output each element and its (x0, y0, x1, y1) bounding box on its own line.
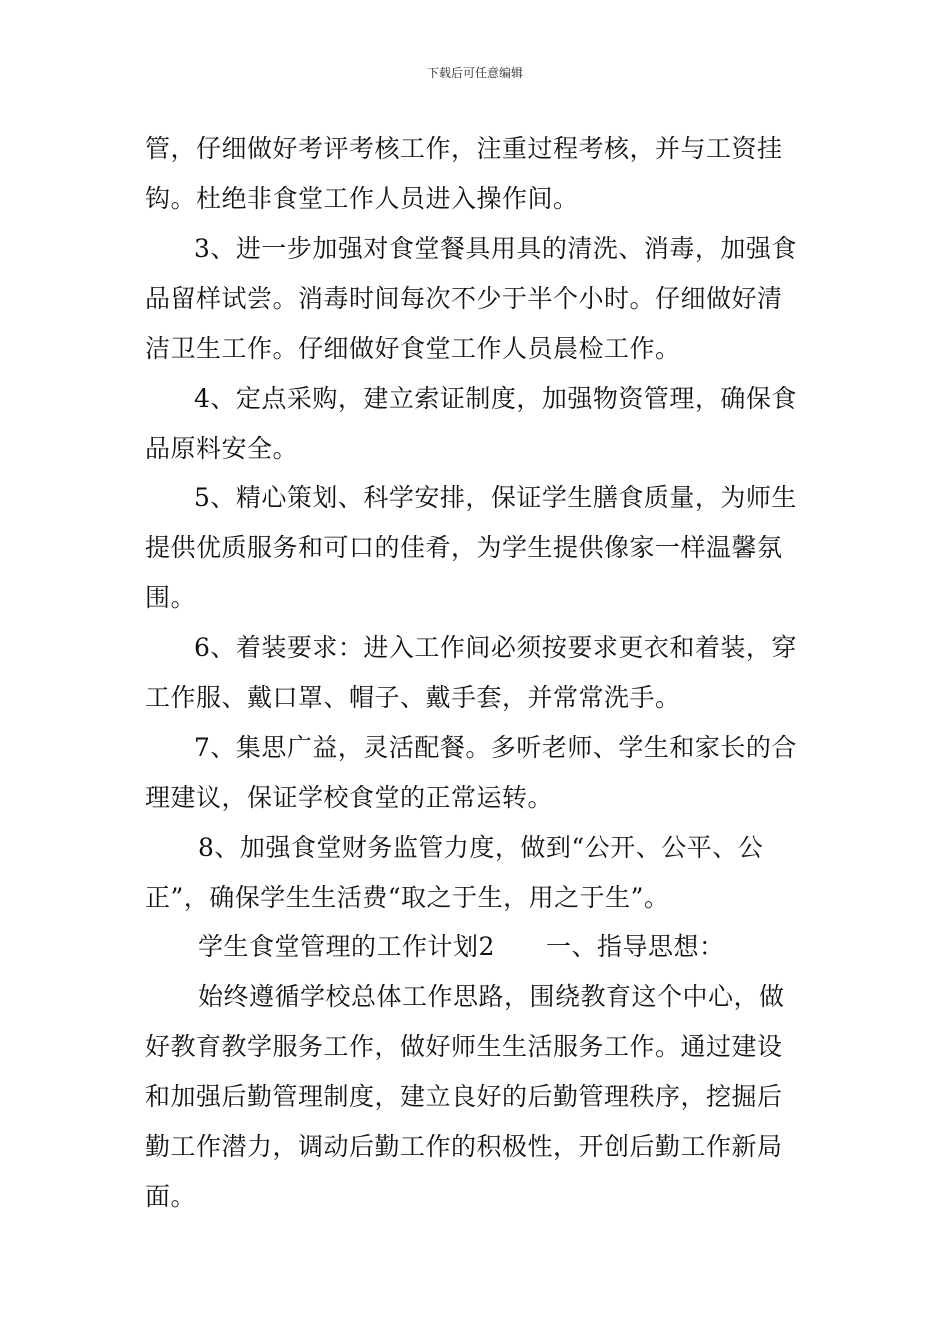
section-title: 学生食堂管理的工作计划2 (198, 932, 495, 961)
page-header-note: 下载后可任意编辑 (426, 66, 523, 80)
section-heading: 一、指导思想： (546, 932, 725, 961)
